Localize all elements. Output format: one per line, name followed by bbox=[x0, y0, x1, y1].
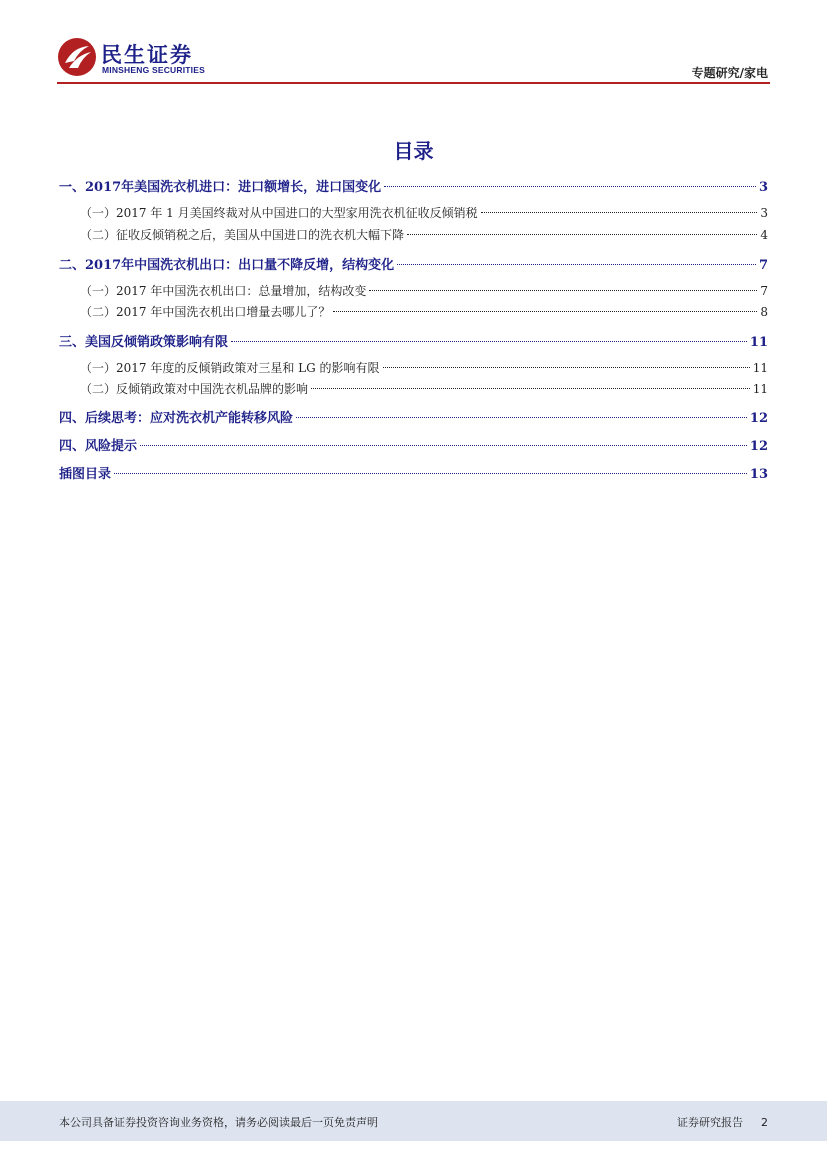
toc-entry[interactable] bbox=[59, 359, 768, 381]
minsheng-logo-icon bbox=[57, 37, 97, 77]
toc-leader-dots bbox=[114, 473, 747, 474]
toc-entry-text: （一）2017 年中国洗衣机出口：总量增加，结构改变 bbox=[80, 284, 367, 298]
disclaimer-text: 本公司具备证券投资咨询业务资格，请务必阅读最后一页免责声明 bbox=[59, 1116, 378, 1129]
toc-entry-page: 3 bbox=[760, 206, 768, 220]
logo-chinese-name: 民生证券 bbox=[101, 43, 193, 67]
toc-entry[interactable] bbox=[59, 407, 768, 429]
toc-entry-text: 二、2017年中国洗衣机出口：出口量不降反增，结构变化 bbox=[59, 258, 395, 273]
footer-meta bbox=[677, 1114, 768, 1130]
toc-entry[interactable] bbox=[59, 282, 768, 304]
logo-english-name: MINSHENG SECURITIES bbox=[102, 65, 205, 75]
company-logo bbox=[57, 37, 217, 79]
header-divider bbox=[57, 82, 770, 84]
toc-entry-page: 12 bbox=[749, 411, 768, 426]
toc-entry-text: 四、风险提示 bbox=[59, 439, 138, 454]
toc-entry-page: 11 bbox=[752, 361, 768, 375]
toc-leader-dots bbox=[140, 445, 747, 446]
toc-entry[interactable] bbox=[59, 226, 768, 248]
toc-entry-page: 13 bbox=[749, 467, 768, 482]
toc-entry-page: 8 bbox=[760, 305, 768, 319]
report-type-label: 证券研究报告 bbox=[677, 1116, 743, 1129]
toc-entry[interactable] bbox=[59, 303, 768, 325]
toc-entry-page: 3 bbox=[758, 180, 768, 195]
toc-entry[interactable] bbox=[59, 254, 768, 276]
toc-leader-dots bbox=[369, 290, 757, 291]
page-number: 2 bbox=[761, 1116, 768, 1129]
toc-entry-page: 7 bbox=[760, 284, 768, 298]
toc-entry-page: 12 bbox=[749, 439, 768, 454]
toc-entry[interactable] bbox=[59, 435, 768, 457]
toc-leader-dots bbox=[397, 264, 756, 265]
toc-entry[interactable] bbox=[59, 176, 768, 198]
page-footer bbox=[0, 1101, 827, 1141]
toc-entry[interactable] bbox=[59, 331, 768, 353]
toc-entry-text: （二）2017 年中国洗衣机出口增量去哪儿了？ bbox=[80, 305, 331, 319]
toc-entry-text: 插图目录 bbox=[59, 467, 112, 482]
toc-leader-dots bbox=[333, 311, 757, 312]
toc-entry-text: （一）2017 年度的反倾销政策对三星和 LG 的影响有限 bbox=[80, 361, 380, 375]
toc-title: 目录 bbox=[393, 139, 434, 163]
toc-entry[interactable] bbox=[59, 204, 768, 226]
toc-entry-text: （二）反倾销政策对中国洗衣机品牌的影响 bbox=[80, 382, 309, 396]
toc-entry-text: （一）2017 年 1 月美国终裁对从中国进口的大型家用洗衣机征收反倾销税 bbox=[80, 206, 478, 220]
toc-entry-page: 7 bbox=[758, 258, 768, 273]
report-section-label: 专题研究/家电 bbox=[691, 66, 768, 80]
toc-entry[interactable] bbox=[59, 380, 768, 402]
toc-leader-dots bbox=[296, 417, 747, 418]
toc-entry-page: 11 bbox=[749, 335, 768, 350]
toc-entry-text: 一、2017年美国洗衣机进口：进口额增长，进口国变化 bbox=[59, 180, 382, 195]
toc-entry-page: 11 bbox=[752, 382, 768, 396]
toc-entry[interactable] bbox=[59, 463, 768, 485]
toc-leader-dots bbox=[383, 367, 750, 368]
toc-entry-text: 三、美国反倾销政策影响有限 bbox=[59, 335, 229, 350]
toc-entry-text: 四、后续思考：应对洗衣机产能转移风险 bbox=[59, 411, 294, 426]
page-header bbox=[0, 0, 827, 85]
toc-leader-dots bbox=[311, 388, 750, 389]
toc-leader-dots bbox=[407, 234, 757, 235]
toc-leader-dots bbox=[481, 212, 758, 213]
toc-leader-dots bbox=[384, 186, 756, 187]
toc-entry-text: （二）征收反倾销税之后，美国从中国进口的洗衣机大幅下降 bbox=[80, 228, 405, 242]
toc-leader-dots bbox=[231, 341, 747, 342]
toc-entry-page: 4 bbox=[760, 228, 768, 242]
